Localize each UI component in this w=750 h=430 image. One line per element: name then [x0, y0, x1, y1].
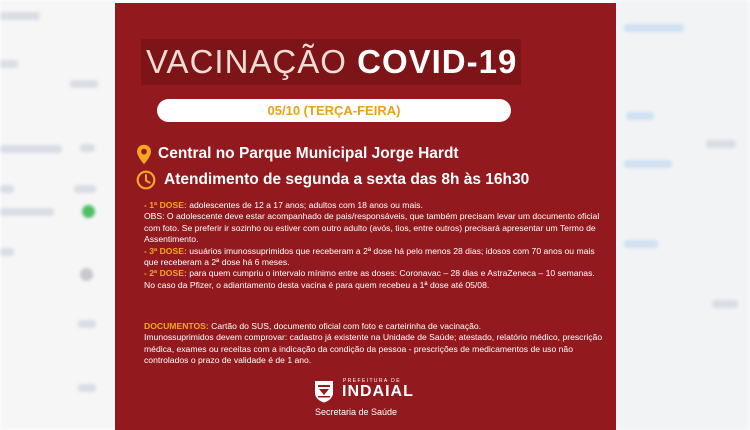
dose3-paragraph [144, 246, 604, 269]
background-left-panel [0, 0, 115, 430]
blurred-bar [0, 12, 40, 20]
logo-subtitle: Secretaria de Saúde [315, 407, 398, 417]
blurred-bar [0, 60, 18, 68]
blurred-bar [0, 145, 62, 153]
doses-section [144, 200, 604, 291]
blurred-bar [74, 185, 96, 193]
blurred-dot [82, 205, 95, 218]
blurred-bar [624, 160, 672, 168]
dose2-text: para quem cumpriu o intervalo mínimo entre as doses: Coronavac – 28 dias e AstraZeneca – 10 semanas. No caso da Pfizer, o adiantamento desta vacina é para quem recebeu a 1ª dose até 05/08. [144, 268, 595, 290]
blurred-bar [78, 320, 96, 328]
hours-text: Atendimento de segunda a sexta das 8h às 16h30 [164, 171, 530, 188]
logo-name-text: INDAIAL [342, 383, 414, 400]
documents-section [144, 321, 604, 367]
clock-icon [136, 170, 156, 190]
dose3-label: - 3ª DOSE: [144, 245, 187, 256]
indaial-logo [311, 377, 431, 421]
location-row [136, 143, 459, 165]
location-text: Central no Parque Municipal Jorge Hardt [158, 145, 459, 162]
dose1-paragraph [144, 200, 604, 211]
blurred-bar [78, 384, 96, 392]
blurred-bar [80, 144, 95, 152]
dose2-label: - 2ª DOSE: [144, 268, 187, 279]
blurred-bar [0, 248, 14, 256]
immuno-paragraph: Imunossuprimidos devem comprovar: cadastro já existente na Unidade de Saúde; atestado, relatório médico, prescrição médica, exames ou receitas com a indicação da condição da pessoa - prescrições de medicamentos de uso não controlados o prazo de validade é de 1 ano. [144, 332, 603, 366]
title-bold: COVID-19 [357, 43, 518, 80]
logo-top-text: PREFEITURA DE [343, 378, 401, 384]
dose1-label: - 1ª DOSE: [144, 200, 187, 210]
blurred-dot [80, 268, 93, 281]
city-crest-icon [313, 379, 335, 403]
background-right-panel [616, 0, 750, 430]
blurred-bar [624, 24, 684, 32]
dose1-text: adolescentes de 12 a 17 anos; adultos com 18 anos ou mais. [186, 200, 423, 210]
blurred-bar [0, 185, 14, 193]
blurred-bar [70, 80, 98, 88]
dose2-paragraph [144, 268, 604, 291]
dose3-text: usuários imunossuprimidos que receberam a 2ª dose há pelo menos 28 dias; idosos com 70 anos ou mais que receberam a 2ª dose há 6 meses. [144, 245, 595, 268]
poster-title [146, 42, 517, 82]
blurred-bar [624, 240, 658, 248]
location-pin-icon [136, 144, 152, 165]
blurred-bar [0, 208, 54, 216]
obs-paragraph: OBS: O adolescente deve estar acompanhado de pais/responsáveis, que também precisam levar um documento oficial com foto. Se preferir ir sozinho ou estiver com outro adulto (avós, tios, entre outros) precisará apresentar um Termo de Assentimento. [144, 211, 600, 245]
documents-paragraph [144, 321, 604, 332]
vaccination-poster [115, 3, 616, 430]
blurred-bar [706, 140, 736, 148]
documents-label: DOCUMENTOS: [144, 321, 209, 331]
blurred-bar [626, 112, 654, 120]
date-pill: 05/10 (TERÇA-FEIRA) [157, 99, 511, 122]
documents-text: Cartão do SUS, documento oficial com foto e carteirinha de vacinação. [208, 321, 482, 331]
blurred-bar [712, 300, 738, 308]
title-light: VACINAÇÃO [146, 43, 347, 80]
hours-row [136, 169, 529, 191]
